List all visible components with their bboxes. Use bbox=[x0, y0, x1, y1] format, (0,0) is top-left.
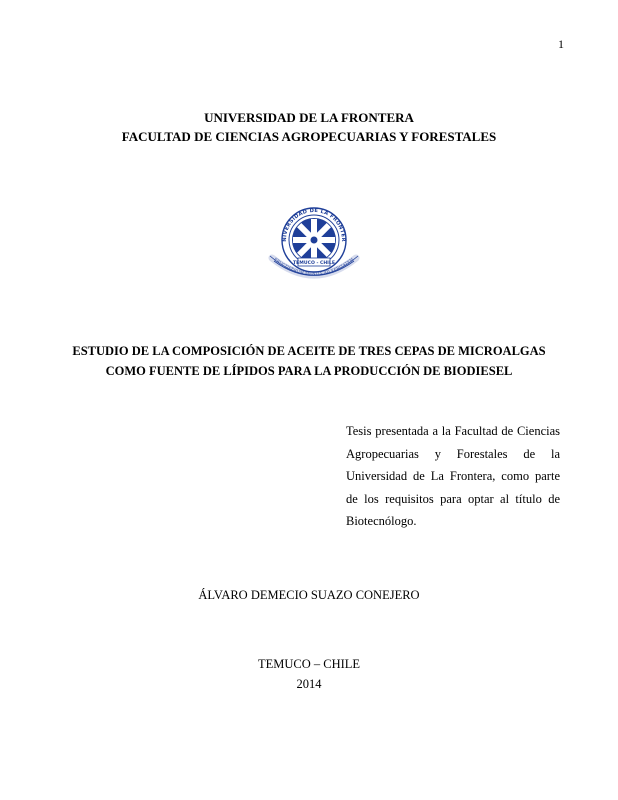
thesis-title bbox=[0, 341, 618, 381]
page-number: 1 bbox=[558, 37, 564, 51]
document-header bbox=[0, 108, 618, 146]
place: TEMUCO – CHILE bbox=[257, 657, 361, 671]
thesis-title-line-1: ESTUDIO DE LA COMPOSICIÓN DE ACEITE DE TRES CEPAS DE MICROALGAS bbox=[72, 344, 546, 358]
university-name: UNIVERSIDAD DE LA FRONTERA bbox=[204, 110, 414, 125]
svg-text:TEMUCO - CHILE: TEMUCO - CHILE bbox=[293, 261, 335, 266]
svg-text:UNIVERSIDAD DE LA FRONTERA: NIVERSIDAD DE LA FRONTER bbox=[281, 207, 347, 242]
thesis-submission-note: Tesis presentada a la Facultad de Ciencias Agropecuarias y Forestales de la Universidad de La Frontera, como parte de los requisitos para optar al título de Biotecnólogo. bbox=[346, 424, 560, 528]
faculty-name: FACULTAD DE CIENCIAS AGROPECUARIAS Y FORESTALES bbox=[121, 129, 497, 144]
year: 2014 bbox=[296, 677, 322, 691]
university-seal-logo bbox=[264, 206, 364, 288]
thesis-title-line-2: COMO FUENTE DE LÍPIDOS PARA LA PRODUCCIÓN DE BIODIESEL bbox=[105, 364, 513, 378]
author-name: ÁLVARO DEMECIO SUAZO CONEJERO bbox=[198, 588, 420, 602]
place-and-year bbox=[0, 654, 618, 694]
university-seal-icon bbox=[264, 206, 364, 288]
svg-text:FRUCTIFERUM MENTIS AD VERITATE: FRUCTIFERUM MENTIS AD VERITATEM bbox=[273, 256, 355, 277]
